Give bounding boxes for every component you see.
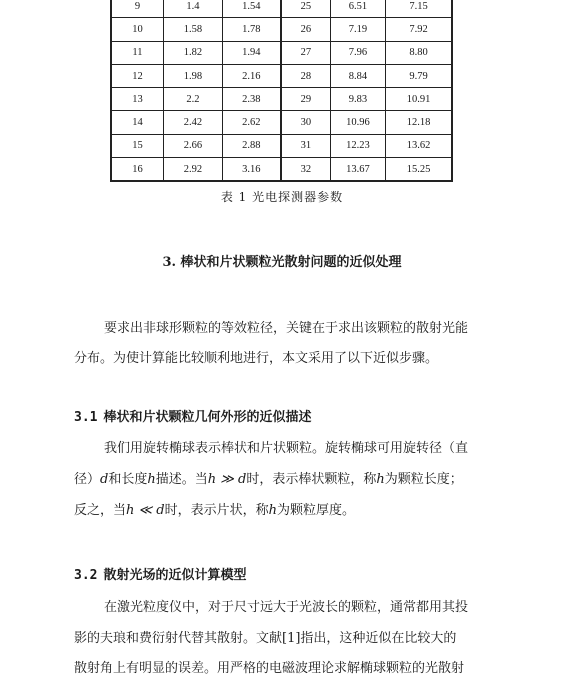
text-run: 时，表示棒状颗粒，称 — [246, 472, 377, 487]
section-3-1-line-1: 我们用旋转椭球表示棒状和片状颗粒。旋转椭球可用旋转径（直 — [104, 441, 469, 456]
table-cell: 10.96 — [330, 111, 385, 134]
table-cell: 27 — [281, 41, 331, 64]
table-cell: 1.58 — [163, 18, 222, 41]
table-cell: 7.96 — [330, 41, 385, 64]
table-cell: 3.16 — [222, 158, 280, 182]
section-3-2-title: 散射光场的近似计算模型 — [103, 568, 247, 583]
section-3-1-title: 棒状和片状颗粒几何外形的近似描述 — [103, 410, 312, 425]
table-row — [111, 111, 452, 134]
table-cell: 14 — [111, 111, 163, 134]
table-cell: 1.98 — [163, 64, 222, 87]
section-3-2-line-1: 在激光粒度仪中，对于尺寸远大于光波长的颗粒，通常都用其投 — [104, 600, 469, 615]
text-run: 时，表示片状，称 — [164, 503, 269, 518]
table-cell: 9 — [111, 0, 163, 18]
text-run: 为颗粒长度； — [384, 472, 463, 487]
table-cell: 2.2 — [163, 88, 222, 111]
table-body — [111, 0, 452, 181]
table-cell: 13.62 — [386, 134, 452, 157]
table-row — [111, 64, 452, 87]
math-condition-flake: h ≪ d — [126, 503, 165, 518]
table-cell: 13.67 — [330, 158, 385, 182]
math-h: h — [268, 503, 277, 518]
table-cell: 7.15 — [386, 0, 452, 18]
table-cell: 26 — [281, 18, 331, 41]
math-h: h — [376, 472, 385, 487]
table-cell: 1.78 — [222, 18, 280, 41]
table-row — [111, 158, 452, 182]
table-cell: 2.88 — [222, 134, 280, 157]
section-3-2-line-3: 散射角上有明显的误差。用严格的电磁波理论求解椭球颗粒的光散射 — [74, 661, 465, 676]
table-row — [111, 88, 452, 111]
table-cell: 9.79 — [386, 64, 452, 87]
table-cell: 6.51 — [330, 0, 385, 18]
table-cell: 32 — [281, 158, 331, 182]
table-cell: 7.92 — [386, 18, 452, 41]
table-cell: 25 — [281, 0, 331, 18]
section-3-1-line-2 — [74, 468, 494, 487]
text-run: 描述。当 — [155, 472, 208, 487]
section-3-1-heading — [74, 406, 312, 425]
table-cell: 11 — [111, 41, 163, 64]
table-cell: 10 — [111, 18, 163, 41]
section-3-2-heading — [74, 564, 247, 583]
table-cell: 1.94 — [222, 41, 280, 64]
table-cell: 1.82 — [163, 41, 222, 64]
table-cell: 2.62 — [222, 111, 280, 134]
table-cell: 16 — [111, 158, 163, 182]
section-3-2-line-2: 影的夫琅和费衍射代替其散射。文献[1]指出，这种近似在比较大的 — [74, 631, 457, 646]
table-cell: 12 — [111, 64, 163, 87]
table-cell: 1.4 — [163, 0, 222, 18]
text-run: 径） — [74, 472, 101, 487]
table-row — [111, 18, 452, 41]
section-3-para-line-1: 要求出非球形颗粒的等效粒径，关键在于求出该颗粒的散射光能 — [104, 321, 469, 336]
section-3-2-number: 3.2 — [74, 568, 98, 583]
table-cell: 15 — [111, 134, 163, 157]
table-cell: 2.42 — [163, 111, 222, 134]
table-row — [111, 134, 452, 157]
table-cell: 10.91 — [386, 88, 452, 111]
table-cell: 30 — [281, 111, 331, 134]
table-cell: 8.80 — [386, 41, 452, 64]
section-3-heading: 3. 棒状和片状颗粒光散射问题的近似处理 — [162, 255, 402, 270]
table-row — [111, 41, 452, 64]
table-cell: 2.92 — [163, 158, 222, 182]
table-caption: 表 1 光电探测器参数 — [220, 190, 344, 204]
math-d: d — [100, 472, 109, 487]
math-h: h — [147, 472, 156, 487]
table-cell: 28 — [281, 64, 331, 87]
text-run: 为颗粒厚度。 — [276, 503, 355, 518]
section-3-1-line-3 — [74, 499, 494, 518]
table-cell: 1.54 — [222, 0, 280, 18]
text-run: 和长度 — [108, 472, 148, 487]
table-cell: 13 — [111, 88, 163, 111]
table-cell: 8.84 — [330, 64, 385, 87]
table-cell: 2.38 — [222, 88, 280, 111]
table-row — [111, 0, 452, 18]
table-cell: 31 — [281, 134, 331, 157]
text-run: 反之，当 — [74, 503, 127, 518]
table-cell: 2.16 — [222, 64, 280, 87]
table-cell: 12.18 — [386, 111, 452, 134]
section-3-para-line-2: 分布。为使计算能比较顺利地进行，本文采用了以下近似步骤。 — [74, 351, 439, 366]
table-cell: 12.23 — [330, 134, 385, 157]
table-cell: 29 — [281, 88, 331, 111]
section-3-1-number: 3.1 — [74, 410, 98, 425]
table-cell: 15.25 — [386, 158, 452, 182]
table-cell: 2.66 — [163, 134, 222, 157]
detector-parameter-table — [110, 0, 453, 182]
table-cell: 7.19 — [330, 18, 385, 41]
math-condition-rod: h ≫ d — [207, 472, 247, 487]
table-cell: 9.83 — [330, 88, 385, 111]
